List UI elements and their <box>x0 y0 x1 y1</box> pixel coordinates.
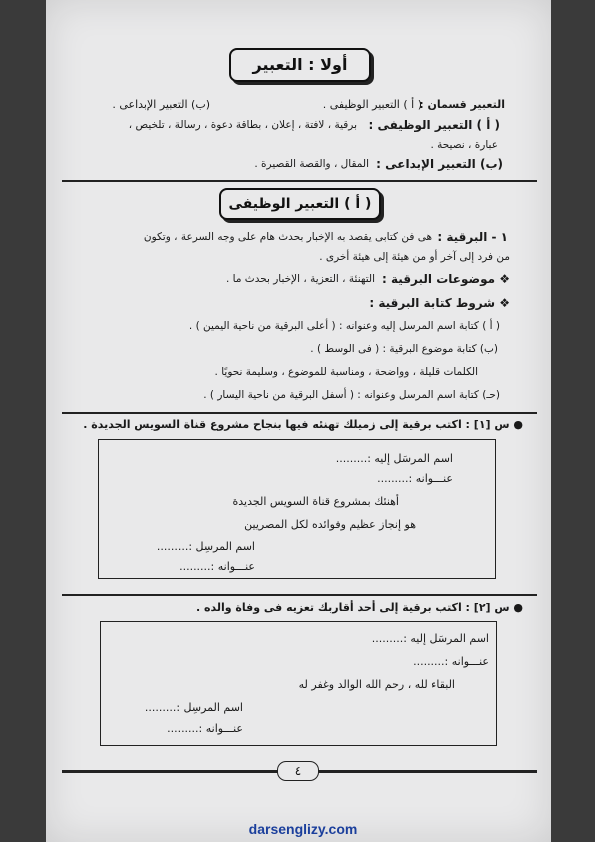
q1-from-address: عنـــوانه :......... <box>179 560 255 573</box>
question-2: ● س [٢] : اكتب برقية إلى أحد أقاربك تعزيه فى وفاة والده . <box>195 601 523 614</box>
header-title: أولا : التعبير <box>229 48 371 82</box>
functional-items: برقية ، لافتة ، إعلان ، بطاقة دعوة ، رسالة ، تلخيص ، <box>128 119 357 131</box>
creative-label: (ب) التعبير الإبداعى : <box>376 157 503 171</box>
creative-items: المقال ، والقصة القصيرة . <box>254 158 369 170</box>
q2-body-1: البقاء لله ، رحم الله الوالد وغفر له <box>298 678 455 691</box>
intro-type-b: (ب) التعبير الإبداعى . <box>112 98 210 111</box>
functional-items-cont: عبارة ، نصيحة . <box>430 139 498 151</box>
divider <box>62 180 537 182</box>
telegram-definition-text: هى فن كتابى يقصد به الإخبار بحدث هام على وجه السرعة ، وتكون <box>143 231 432 243</box>
topics-label: ❖ موضوعات البرقية : <box>382 272 510 286</box>
page-number: ٤ <box>277 761 319 781</box>
condition-a: ( أ ) كتابة اسم المرسل إليه وعنوانه : ( أعلى البرقية من ناحية اليمين ) . <box>188 320 500 332</box>
q1-body-2: هو إنجاز عظيم وفوائده لكل المصريين <box>244 518 416 531</box>
condition-b-detail: الكلمات قليلة ، وواضحة ، ومناسبة للموضوع ، وسليمة نحويًا . <box>214 366 478 378</box>
question-1: ● س [١] : اكتب برقية إلى زميلك تهنئه فيها بنجاح مشروع قناة السويس الجديدة . <box>83 418 523 431</box>
section-title: ( أ ) التعبير الوظيفى <box>219 188 381 220</box>
functional-label: ( أ ) التعبير الوظيفى : <box>368 118 500 132</box>
q2-from-address: عنـــوانه :......... <box>167 722 243 735</box>
telegram-definition-text-2: من فرد إلى آخر أو من هيئة إلى هيئة أخرى . <box>319 251 510 263</box>
condition-b: (ب) كتابة موضوع البرقية : ( فى الوسط ) . <box>310 343 498 355</box>
q2-from-name: اسم المرسِل :......... <box>144 701 243 714</box>
q2-to-name: اسم المرسَل إليه :......... <box>371 632 489 645</box>
site-watermark: darsenglizy.com <box>248 821 358 837</box>
intro-type-a: ( أ ) التعبير الوظيفى . <box>322 98 422 111</box>
q1-to-name: اسم المرسَل إليه :......... <box>335 452 453 465</box>
divider <box>62 594 537 596</box>
telegram-definition-label: ١ - البرقية : <box>437 230 508 244</box>
conditions-label: ❖ شروط كتابة البرقية : <box>369 296 510 310</box>
q1-body-1: أهنئك بمشروع قناة السويس الجديدة <box>232 495 399 508</box>
condition-c: (حـ) كتابة اسم المرسل وعنوانه : ( أسفل البرقية من ناحية اليسار ) . <box>203 389 500 401</box>
q2-to-address: عنـــوانه :......... <box>413 655 489 668</box>
q1-from-name: اسم المرسِل :......... <box>156 540 255 553</box>
divider <box>62 412 537 414</box>
intro-label: التعبير قسمان : <box>419 98 505 111</box>
q1-to-address: عنـــوانه :......... <box>377 472 453 485</box>
topics-text: التهنئة ، التعزية ، الإخبار بحدث ما . <box>225 273 375 285</box>
